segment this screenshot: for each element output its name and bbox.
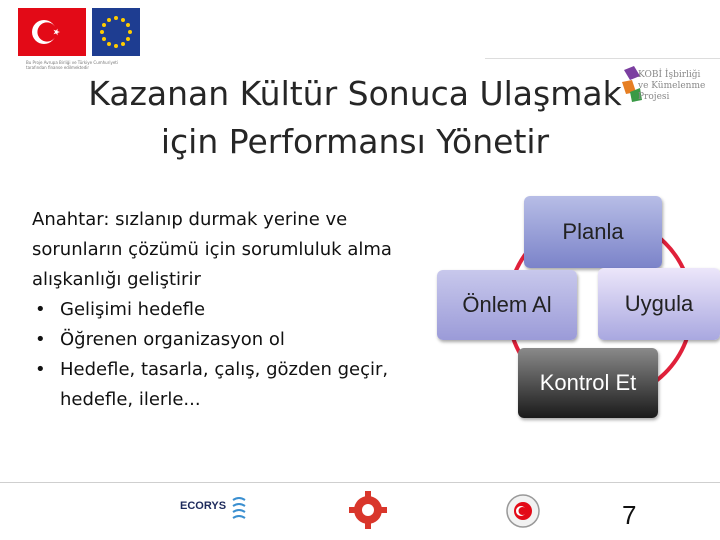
ecorys-mark-icon: [232, 496, 246, 530]
bullet-item: [32, 355, 432, 415]
funding-caption: Bu Proje Avrupa Birliği ve Türkiye Cumhuriyeti tarafından finanse edilmektedir: [26, 60, 118, 70]
ecorys-logo: ECORYS: [180, 500, 227, 512]
gear-logo-icon: [348, 490, 388, 534]
bullet-text: Gelişimi hedefle: [60, 299, 206, 320]
title-line-2: için Performansı Yönetir: [160, 122, 550, 161]
pdca-plan-box: Planla: [524, 196, 662, 268]
government-seal-icon: [505, 493, 541, 533]
bullet-dot: •: [35, 299, 46, 320]
kobi-line-2: ve Kümelenme: [638, 81, 706, 91]
bullet-text: Hedefle, tasarla, çalış, gözden geçir, hedefle, ilerle...: [60, 359, 389, 410]
footer-divider: [0, 482, 720, 483]
slide-body: [32, 205, 432, 415]
kobi-line-3: Projesi: [638, 92, 670, 102]
bullet-text: Öğrenen organizasyon ol: [60, 329, 285, 350]
eu-flag-icon: [92, 8, 140, 56]
bullet-item: [32, 325, 432, 355]
slide-title: [60, 70, 650, 166]
bullet-dot: •: [35, 359, 46, 380]
turkish-flag-icon: [18, 8, 86, 56]
header-divider: [485, 58, 720, 59]
bullet-item: [32, 295, 432, 325]
pdca-do-box: Uygula: [598, 268, 720, 340]
page-number: 7: [622, 500, 637, 530]
kobi-line-1: KOBİ İşbirliği: [638, 70, 701, 80]
pdca-check-box: Kontrol Et: [518, 348, 658, 418]
key-statement: Anahtar: sızlanıp durmak yerine ve sorunların çözümü için sorumluluk alma alışkanlığı geliştirir: [32, 209, 392, 290]
title-line-1: Kazanan Kültür Sonuca Ulaşmak: [88, 74, 622, 113]
bullet-list: [32, 295, 432, 415]
bullet-dot: •: [35, 329, 46, 350]
pdca-act-box: Önlem Al: [437, 270, 577, 340]
